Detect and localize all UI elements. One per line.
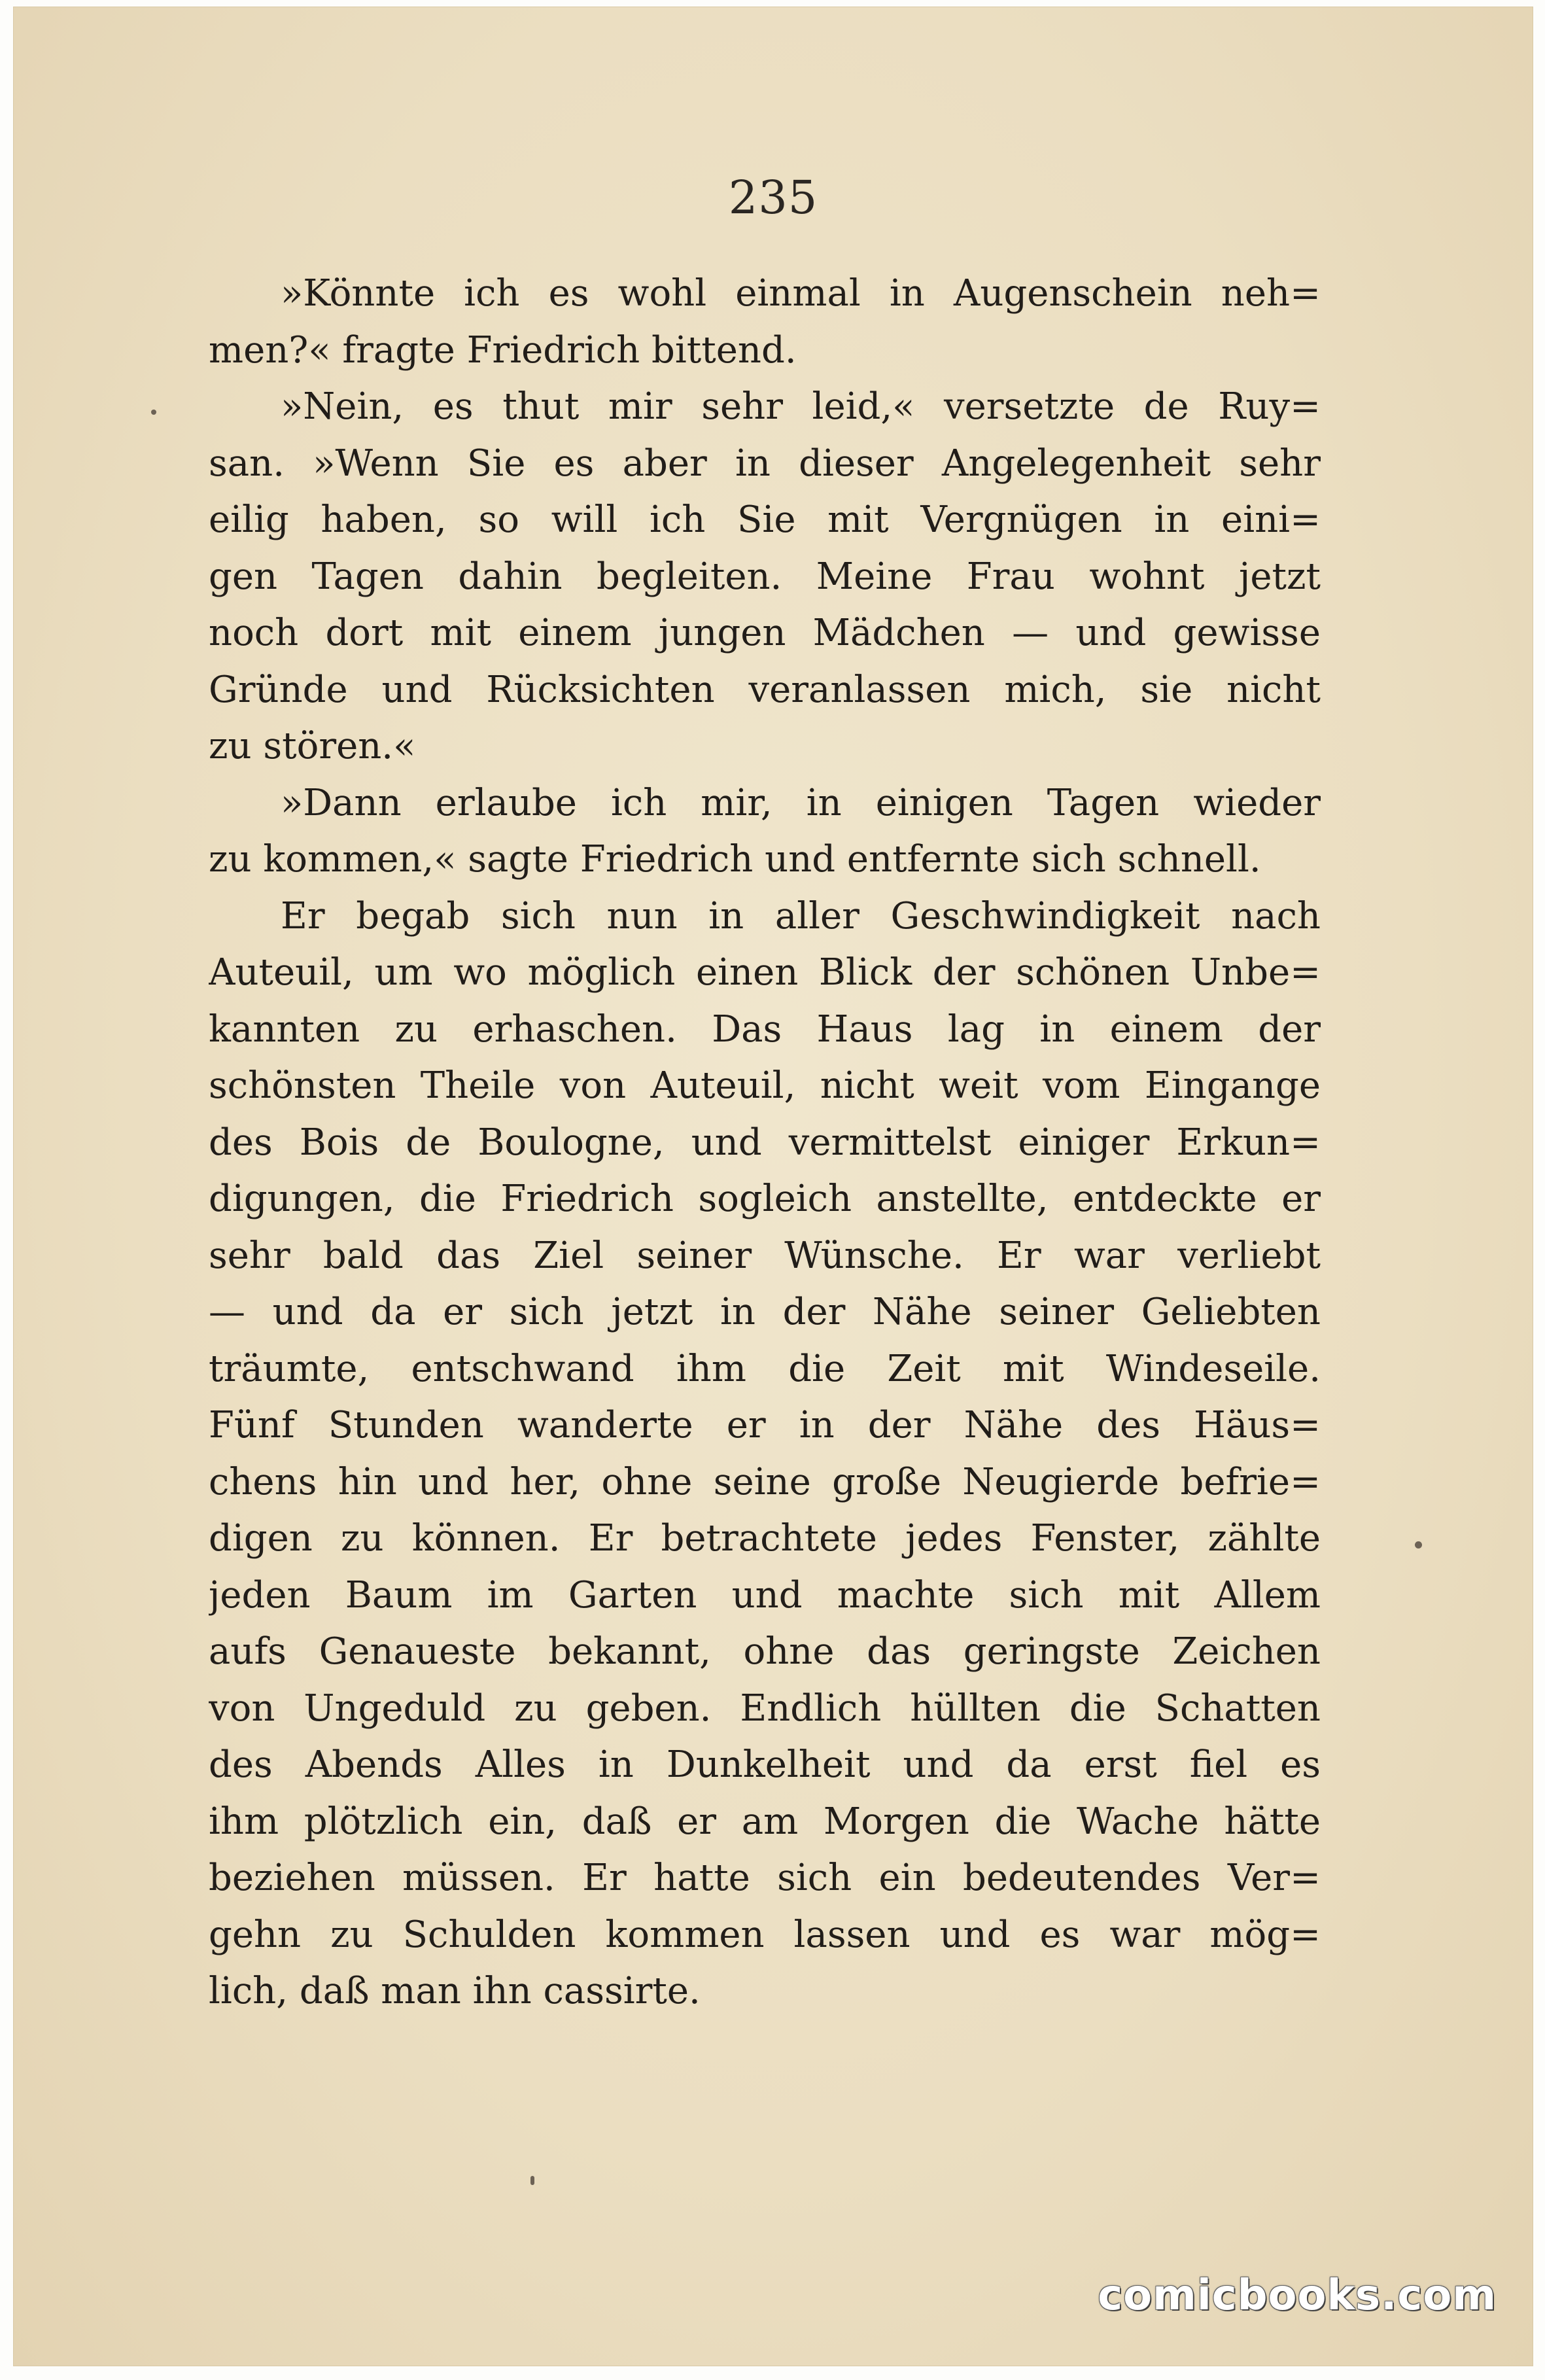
text-line: ihm plötzlich ein, daß er am Morgen die Wache hätte xyxy=(209,1800,1321,1843)
text-line: noch dort mit einem jungen Mädchen — und gewisse xyxy=(209,612,1321,654)
text-line: men?« fragte Friedrich bittend. xyxy=(209,328,797,372)
paper-speck xyxy=(151,410,156,415)
text-line: digungen, die Friedrich sogleich anstellte, entdeckte er xyxy=(209,1178,1321,1220)
watermark: comicbooks.com xyxy=(1098,2271,1497,2320)
text-line: beziehen müssen. Er hatte sich ein bedeutendes Ver= xyxy=(209,1857,1321,1899)
text-line: träumte, entschwand ihm die Zeit mit Windeseile. xyxy=(209,1347,1321,1390)
text-line: schönsten Theile von Auteuil, nicht weit vom Eingange xyxy=(209,1064,1321,1107)
text-line: Auteuil, um wo möglich einen Blick der schönen Unbe= xyxy=(209,951,1321,994)
text-line: kannten zu erhaschen. Das Haus lag in einem der xyxy=(209,1007,1321,1051)
text-line: gen Tagen dahin begleiten. Meine Frau wohnt jetzt xyxy=(209,555,1321,598)
paper-speck xyxy=(1415,1541,1422,1549)
text-line: eilig haben, so will ich Sie mit Vergnügen in eini= xyxy=(209,499,1321,541)
text-line: »Nein, es thut mir sehr leid,« versetzte de Ruy= xyxy=(281,385,1321,428)
text-line: aufs Genaueste bekannt, ohne das geringste Zeichen xyxy=(209,1630,1321,1673)
text-line: Gründe und Rücksichten veranlassen mich, sie nicht xyxy=(209,668,1321,711)
text-line: zu kommen,« sagte Friedrich und entfernte sich schnell. xyxy=(209,838,1261,881)
text-line: des Abends Alles in Dunkelheit und da erst fiel es xyxy=(209,1743,1321,1786)
text-line: — und da er sich jetzt in der Nähe seiner Geliebten xyxy=(209,1291,1321,1333)
text-line: »Dann erlaube ich mir, in einigen Tagen wieder xyxy=(281,781,1321,824)
text-line: Fünf Stunden wanderte er in der Nähe des Häus= xyxy=(209,1404,1321,1446)
text-line: von Ungeduld zu geben. Endlich hüllten die Schatten xyxy=(209,1687,1321,1730)
text-line: digen zu können. Er betrachtete jedes Fenster, zählte xyxy=(209,1517,1321,1560)
text-line: zu stören.« xyxy=(209,725,416,767)
text-line: san. »Wenn Sie es aber in dieser Angelegenheit sehr xyxy=(209,442,1321,485)
text-line: des Bois de Boulogne, und vermittelst einiger Erkun= xyxy=(209,1121,1321,1164)
text-line: chens hin und her, ohne seine große Neugierde befrie= xyxy=(209,1460,1321,1503)
text-line: Er begab sich nun in aller Geschwindigkeit nach xyxy=(281,894,1321,937)
page-number: 235 xyxy=(728,171,818,224)
paper-speck xyxy=(530,2176,534,2185)
text-line: »Könnte ich es wohl einmal in Augenschein neh= xyxy=(281,272,1321,315)
text-line: lich, daß man ihn cassirte. xyxy=(209,1970,701,2012)
text-line: sehr bald das Ziel seiner Wünsche. Er war verliebt xyxy=(209,1234,1321,1277)
page-body-text xyxy=(209,266,1321,2020)
text-line: gehn zu Schulden kommen lassen und es war mög= xyxy=(209,1913,1321,1956)
text-line: jeden Baum im Garten und machte sich mit Allem xyxy=(209,1573,1321,1617)
book-page xyxy=(13,7,1533,2366)
